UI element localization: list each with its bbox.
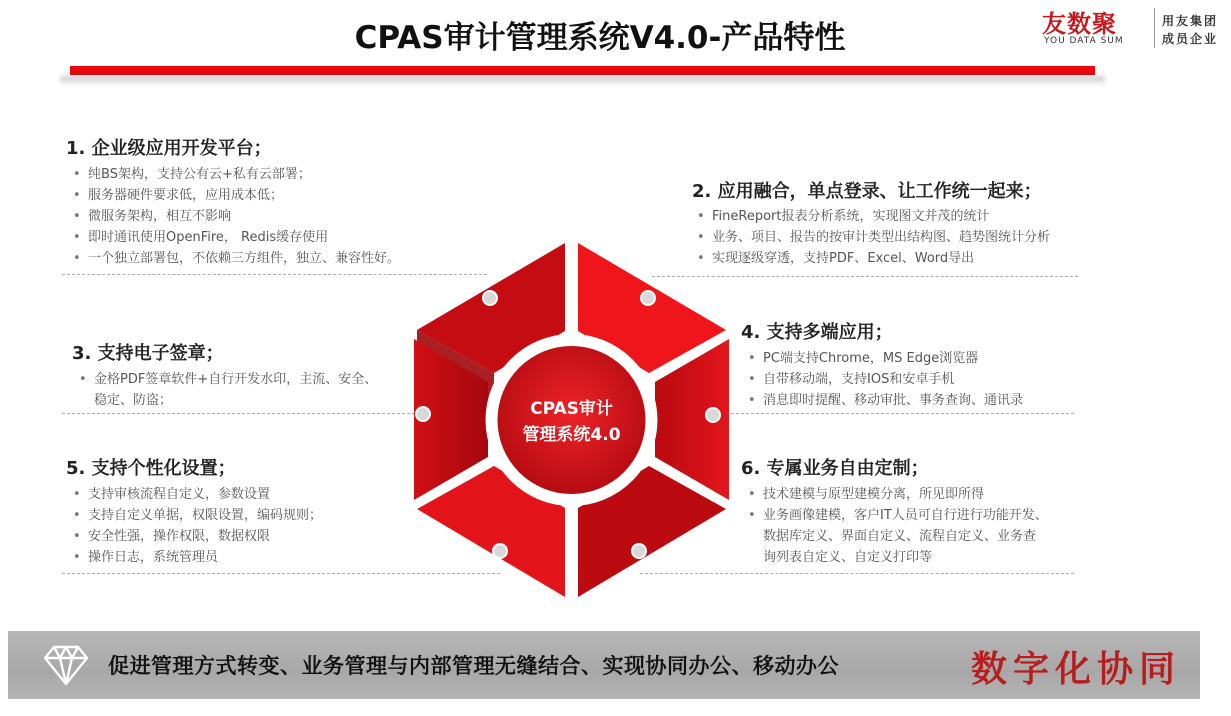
feature-title-6: 6. 专属业务自由定制； xyxy=(741,458,929,479)
logo-tag-line1: 用友集团 xyxy=(1162,14,1219,28)
connector-dot-icon xyxy=(706,408,720,422)
feature-list-6 xyxy=(741,484,1101,568)
bottom-statement: 促进管理方式转变、业务管理与内部管理无缝结合、实现协同办公、移动办公 xyxy=(108,653,839,678)
company-logo xyxy=(1042,4,1228,50)
feature-section-6 xyxy=(741,455,1101,568)
feature-section-1 xyxy=(66,135,466,269)
list-item: • 支持自定义单据，权限设置，编码规则； xyxy=(66,505,446,526)
bottom-banner xyxy=(8,631,1200,699)
feature-title-2: 2. 应用融合，单点登录、让工作统一起来； xyxy=(692,181,1042,202)
feature-list-1 xyxy=(66,164,466,269)
list-item: • FineReport报表分析系统，实现图文并茂的统计 xyxy=(690,206,1112,227)
list-item: • 即时通讯使用OpenFire， Redis缓存使用 xyxy=(66,227,466,248)
feature-section-5 xyxy=(66,455,446,568)
list-item: • 业务画像建模，客户IT人员可自行进行功能开发、 xyxy=(741,505,1101,526)
feature-section-3 xyxy=(72,340,422,411)
title-underline-shadow xyxy=(60,76,1105,86)
list-item: • 一个独立部署包，不依赖三方组件，独立、兼容性好。 xyxy=(66,248,466,269)
connector-dot-icon xyxy=(632,544,646,558)
diamond-icon xyxy=(42,641,90,689)
feature-list-4 xyxy=(741,348,1081,411)
feature-list-5 xyxy=(66,484,446,568)
list-item: • 纯BS架构，支持公有云+私有云部署； xyxy=(66,164,466,185)
list-item: • 业务、项目、报告的按审计类型出结构图、趋势图统计分析 xyxy=(690,227,1112,248)
list-item: • 操作日志，系统管理员 xyxy=(66,547,446,568)
title-underline-bar xyxy=(70,66,1095,75)
logo-brand: 友数聚 xyxy=(1042,10,1117,38)
connector-dot-icon xyxy=(483,291,497,305)
feature-title-5: 5. 支持个性化设置； xyxy=(66,458,236,479)
feature-title-4: 4. 支持多端应用； xyxy=(741,322,893,343)
list-item: • 安全性强，操作权限，数据权限 xyxy=(66,526,446,547)
feature-list-3 xyxy=(72,369,422,411)
list-item: • 微服务架构，相互不影响 xyxy=(66,206,466,227)
list-item: • 支持审核流程自定义，参数设置 xyxy=(66,484,446,505)
feature-title-1: 1. 企业级应用开发平台； xyxy=(66,138,272,159)
bottom-slogan: 数字化协同 xyxy=(971,648,1182,690)
list-item: • 服务器硬件要求低，应用成本低； xyxy=(66,185,466,206)
feature-title-3: 3. 支持电子签章； xyxy=(72,343,224,364)
list-item: 数据库定义、界面自定义、流程自定义、业务查 xyxy=(763,529,1037,544)
list-item: 询列表自定义、自定义打印等 xyxy=(763,550,933,565)
feature-list-2 xyxy=(690,206,1112,269)
list-item: • 自带移动端，支持IOS和安卓手机 xyxy=(741,369,1081,390)
logo-subtitle: YOU DATA SUM xyxy=(1044,36,1124,46)
logo-divider xyxy=(1154,8,1155,48)
page-title: CPAS审计管理系统V4.0-产品特性 xyxy=(354,20,846,56)
connector-dot-icon xyxy=(416,407,430,421)
list-item: • 消息即时提醒、移动审批、事务查询、通讯录 xyxy=(741,390,1081,411)
center-label-line1: CPAS审计 xyxy=(530,399,613,419)
list-item: • 实现逐级穿透，支持PDF、Excel、Word导出 xyxy=(690,248,1112,269)
logo-tag-line2: 成员企业 xyxy=(1162,32,1219,46)
hexagon-graphic xyxy=(414,243,729,597)
feature-section-4 xyxy=(741,319,1081,411)
list-item: 稳定、防盗； xyxy=(94,393,173,408)
separator-line-4 xyxy=(716,413,1074,414)
connector-dot-icon xyxy=(493,544,507,558)
center-label-line2: 管理系统4.0 xyxy=(522,425,621,445)
list-item: • 金格PDF签章软件+自行开发水印，主流、安全、 xyxy=(72,369,422,390)
connector-dot-icon xyxy=(641,291,655,305)
feature-section-2 xyxy=(692,178,1112,269)
list-item: • 技术建模与原型建模分离，所见即所得 xyxy=(741,484,1101,505)
separator-line-3 xyxy=(62,413,420,414)
list-item: • PC端支持Chrome，MS Edge浏览器 xyxy=(741,348,1081,369)
